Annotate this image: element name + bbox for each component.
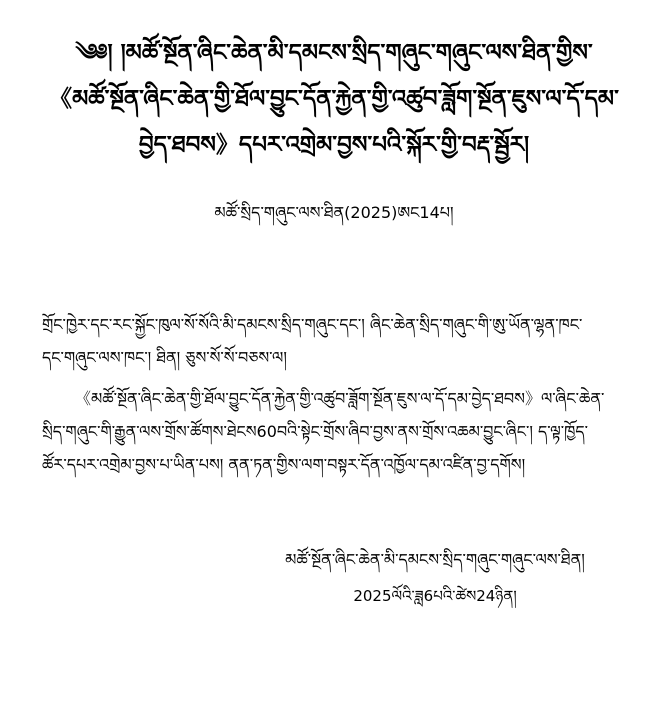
- signature-date: 2025ལོའི་ཟླ6པའི་ཚེས24ཉིན།: [353, 587, 517, 605]
- document-title-line-3: བྱེད་ཐབས》དཔར་འགྲེམ་བྱས་པའི་སྐོར་གྱི་བརྡ་སྦྱོར།: [138, 131, 530, 158]
- document-title: [30, 30, 638, 168]
- recipients-line-2: དང་གཞུང་ལས་ཁང་། ཐིན། ཅུས་སོ་སོ་བཅས་ལ།: [42, 348, 287, 367]
- signature-block: [200, 542, 668, 614]
- notice-paragraph: [42, 382, 628, 481]
- notice-line-2: སྲིད་གཞུང་གི་རྒྱུན་ལས་གྲོས་ཚོགས་ཐེངས60བའི་སྟེང་གྲོས་ཞིབ་བྱས་ནས་གྲོས་འཆམ་བྱུང་ཞིང་། ད་ལྟ་ཁྱོད་: [42, 422, 588, 441]
- document-title-line-1: ༄༅། །མཚོ་སྔོན་ཞིང་ཆེན་མི་དམངས་སྲིད་གཞུང་གཞུང་ལས་ཐིན་གྱིས་: [75, 39, 593, 66]
- notice-line-3: ཚོར་དཔར་འགྲེམ་བྱས་པ་ཡིན་པས། ནན་ཏན་གྱིས་ལག་བསྟར་དོན་འཁྱོལ་དམ་འཛིན་བྱ་དགོས།: [42, 455, 526, 474]
- document-reference-number: མཚོ་སྲིད་གཞུང་ལས་ཐིན(2025)ཨང14པ།: [214, 203, 454, 222]
- recipients-paragraph: [42, 308, 628, 374]
- notice-line-1: 《མཚོ་སྔོན་ཞིང་ཆེན་གྱི་ཐོལ་བྱུང་དོན་རྐྱེན་གྱི་འཚུབ་ཟློག་སྔོན་ཇུས་ལ་དོ་དམ་བྱེད་ཐབས》ལ་ཞིང་ཆེན་: [75, 389, 605, 408]
- document-title-line-2: 《མཚོ་སྔོན་ཞིང་ཆེན་གྱི་ཐོལ་བྱུང་དོན་རྐྱེན་གྱི་འཚུབ་ཟློག་སྔོན་ཇུས་ལ་དོ་དམ་: [49, 85, 619, 112]
- recipients-line-1: གྲོང་ཁྱེར་དང་རང་སྐྱོང་ཁུལ་སོ་སོའི་མི་དམངས་སྲིད་གཞུང་དང་། ཞིང་ཆེན་སྲིད་གཞུང་གི་ཨུ་ཡོན་ལྷན་ཁང་: [42, 315, 583, 334]
- signature-issuer: མཚོ་སྔོན་ཞིང་ཆེན་མི་དམངས་སྲིད་གཞུང་གཞུང་ལས་ཐིན།: [285, 550, 585, 569]
